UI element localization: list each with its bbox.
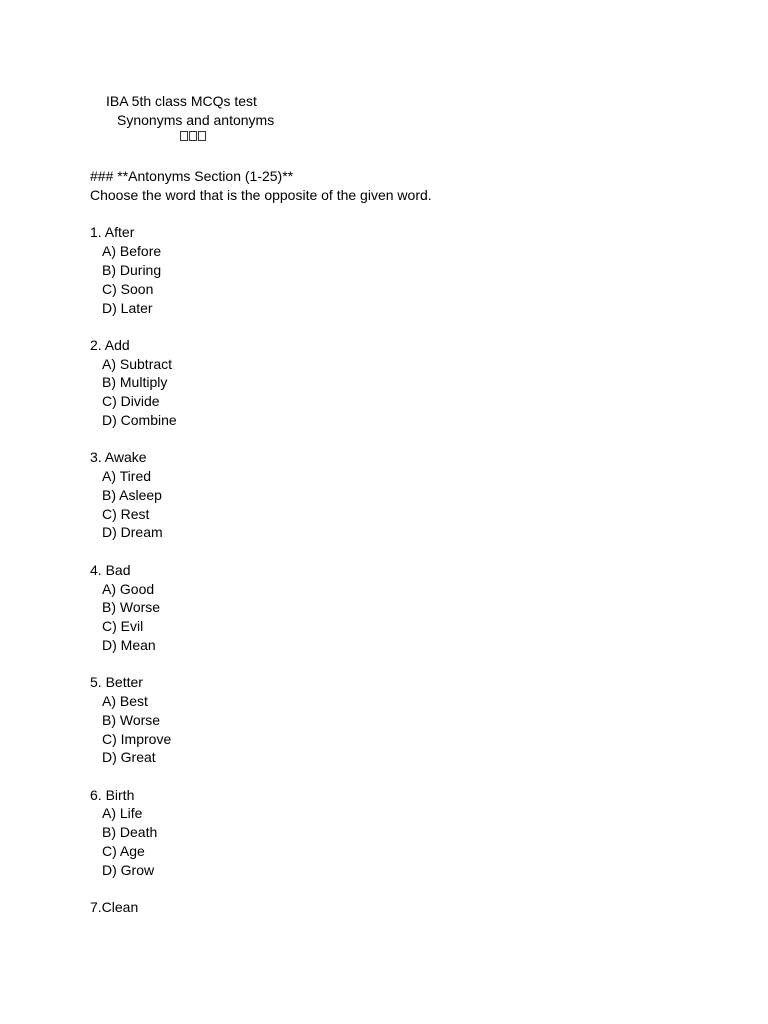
question-text: 4. Bad	[90, 562, 131, 578]
answer-option: A) Life	[102, 805, 143, 821]
answer-option: D) Dream	[102, 524, 163, 540]
answer-option: A) Subtract	[102, 356, 173, 372]
document-subtitle: Synonyms and antonyms	[117, 112, 275, 128]
answer-option: C) Rest	[102, 506, 150, 522]
answer-option: D) Combine	[102, 412, 177, 428]
section-heading: ### **Antonyms Section (1-25)**	[90, 168, 294, 184]
question-text: 2. Add	[90, 337, 130, 353]
answer-option: C) Evil	[102, 618, 144, 634]
answer-option: C) Improve	[102, 731, 172, 747]
answer-option: B) Multiply	[102, 374, 168, 390]
glyph-box	[198, 131, 206, 141]
question-text: 7.Clean	[90, 899, 139, 915]
answer-option: D) Later	[102, 300, 153, 316]
answer-option: A) Best	[102, 693, 148, 709]
question-text: 6. Birth	[90, 787, 135, 803]
answer-option: A) Before	[102, 243, 162, 259]
answer-option: B) During	[102, 262, 162, 278]
question-text: 3. Awake	[90, 449, 147, 465]
answer-option: B) Asleep	[102, 487, 162, 503]
answer-option: A) Good	[102, 581, 155, 597]
answer-option: B) Worse	[102, 599, 161, 615]
answer-option: D) Grow	[102, 862, 155, 878]
answer-option: C) Age	[102, 843, 145, 859]
document-title: IBA 5th class MCQs test	[106, 93, 257, 109]
question-text: 5. Better	[90, 674, 143, 690]
missing-glyph-boxes	[180, 131, 206, 141]
answer-option: B) Worse	[102, 712, 161, 728]
answer-option: A) Tired	[102, 468, 152, 484]
answer-option: D) Great	[102, 749, 156, 765]
answer-option: D) Mean	[102, 637, 156, 653]
answer-option: B) Death	[102, 824, 158, 840]
answer-option: C) Divide	[102, 393, 160, 409]
answer-option: C) Soon	[102, 281, 154, 297]
glyph-box	[180, 131, 188, 141]
question-text: 1. After	[90, 224, 135, 240]
section-instruction: Choose the word that is the opposite of the given word.	[90, 187, 432, 203]
glyph-box	[189, 131, 197, 141]
